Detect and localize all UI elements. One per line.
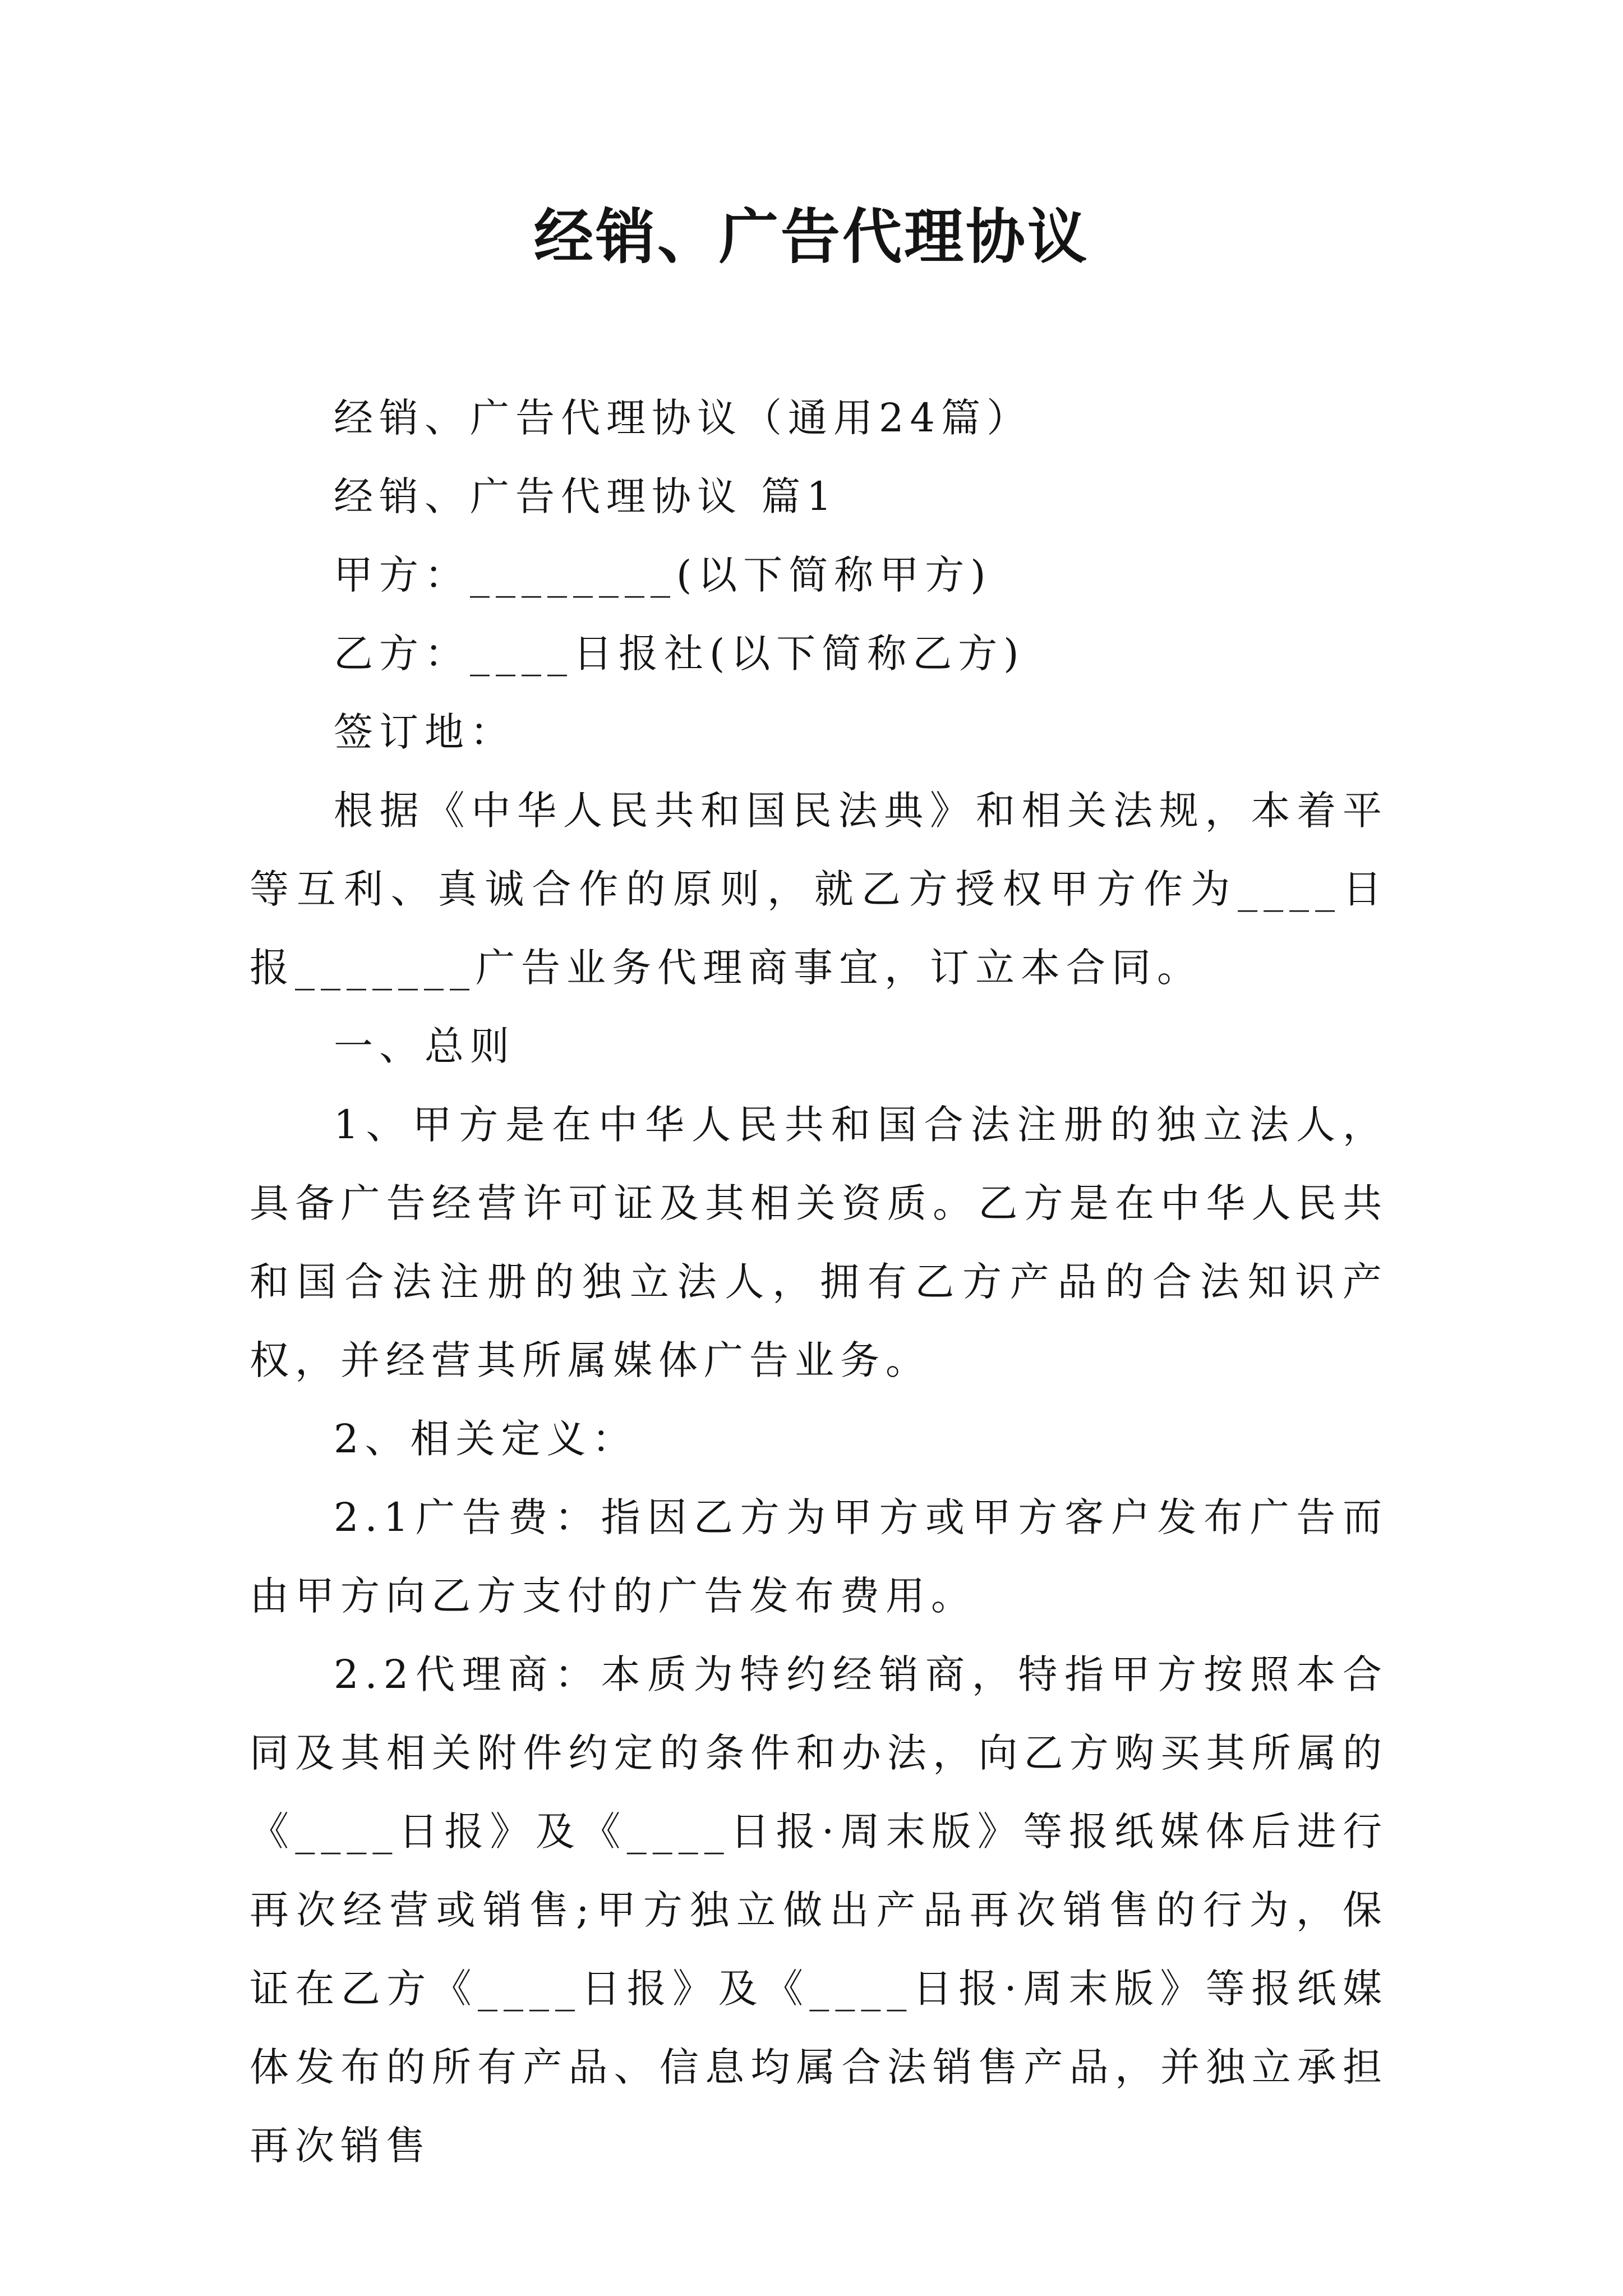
paragraph-clause-2-1: 2.1广告费：指因乙方为甲方或甲方客户发布广告而由甲方向乙方支付的广告发布费用。: [250, 1494, 1388, 1619]
paragraph-party-b: 乙方：____日报社(以下简称乙方): [334, 631, 1025, 677]
paragraph-subtitle: 经销、广告代理协议（通用24篇）: [334, 395, 1032, 441]
document-body: [250, 379, 1388, 2185]
paragraph-section-heading: 经销、广告代理协议 篇1: [334, 473, 838, 519]
paragraph-general-heading: 一、总则: [334, 1023, 515, 1069]
paragraph-party-a: 甲方：________(以下简称甲方): [334, 552, 992, 598]
document-title: 经销、广告代理协议: [534, 201, 1089, 272]
paragraph-clause-2-2: 2.2代理商：本质为特约经销商，特指甲方按照本合同及其相关附件约定的条件和办法，向乙方购买其所属的《____日报》及《____日报·周末版》等报纸媒体后进行再次经营或销售;甲方独立做出产品再次销售的行为，保证在乙方《____日报》及《____日报·周末版》等报纸媒体发布的所有产品、信息均属合法销售产品，并独立承担再次销售: [250, 1651, 1388, 2169]
paragraph-preamble: 根据《中华人民共和国民法典》和相关法规，本着平等互利、真诚合作的原则，就乙方授权甲方作为____日报_______广告业务代理商事宜，订立本合同。: [250, 788, 1388, 991]
paragraph-clause-1: 1、甲方是在中华人民共和国合法注册的独立法人，具备广告经营许可证及其相关资质。乙方是在中华人民共和国合法注册的独立法人，拥有乙方产品的合法知识产权，并经营其所属媒体广告业务。: [250, 1102, 1388, 1383]
paragraph-clause-2: 2、相关定义：: [334, 1416, 638, 1462]
paragraph-signing-place: 签订地：: [334, 709, 515, 755]
